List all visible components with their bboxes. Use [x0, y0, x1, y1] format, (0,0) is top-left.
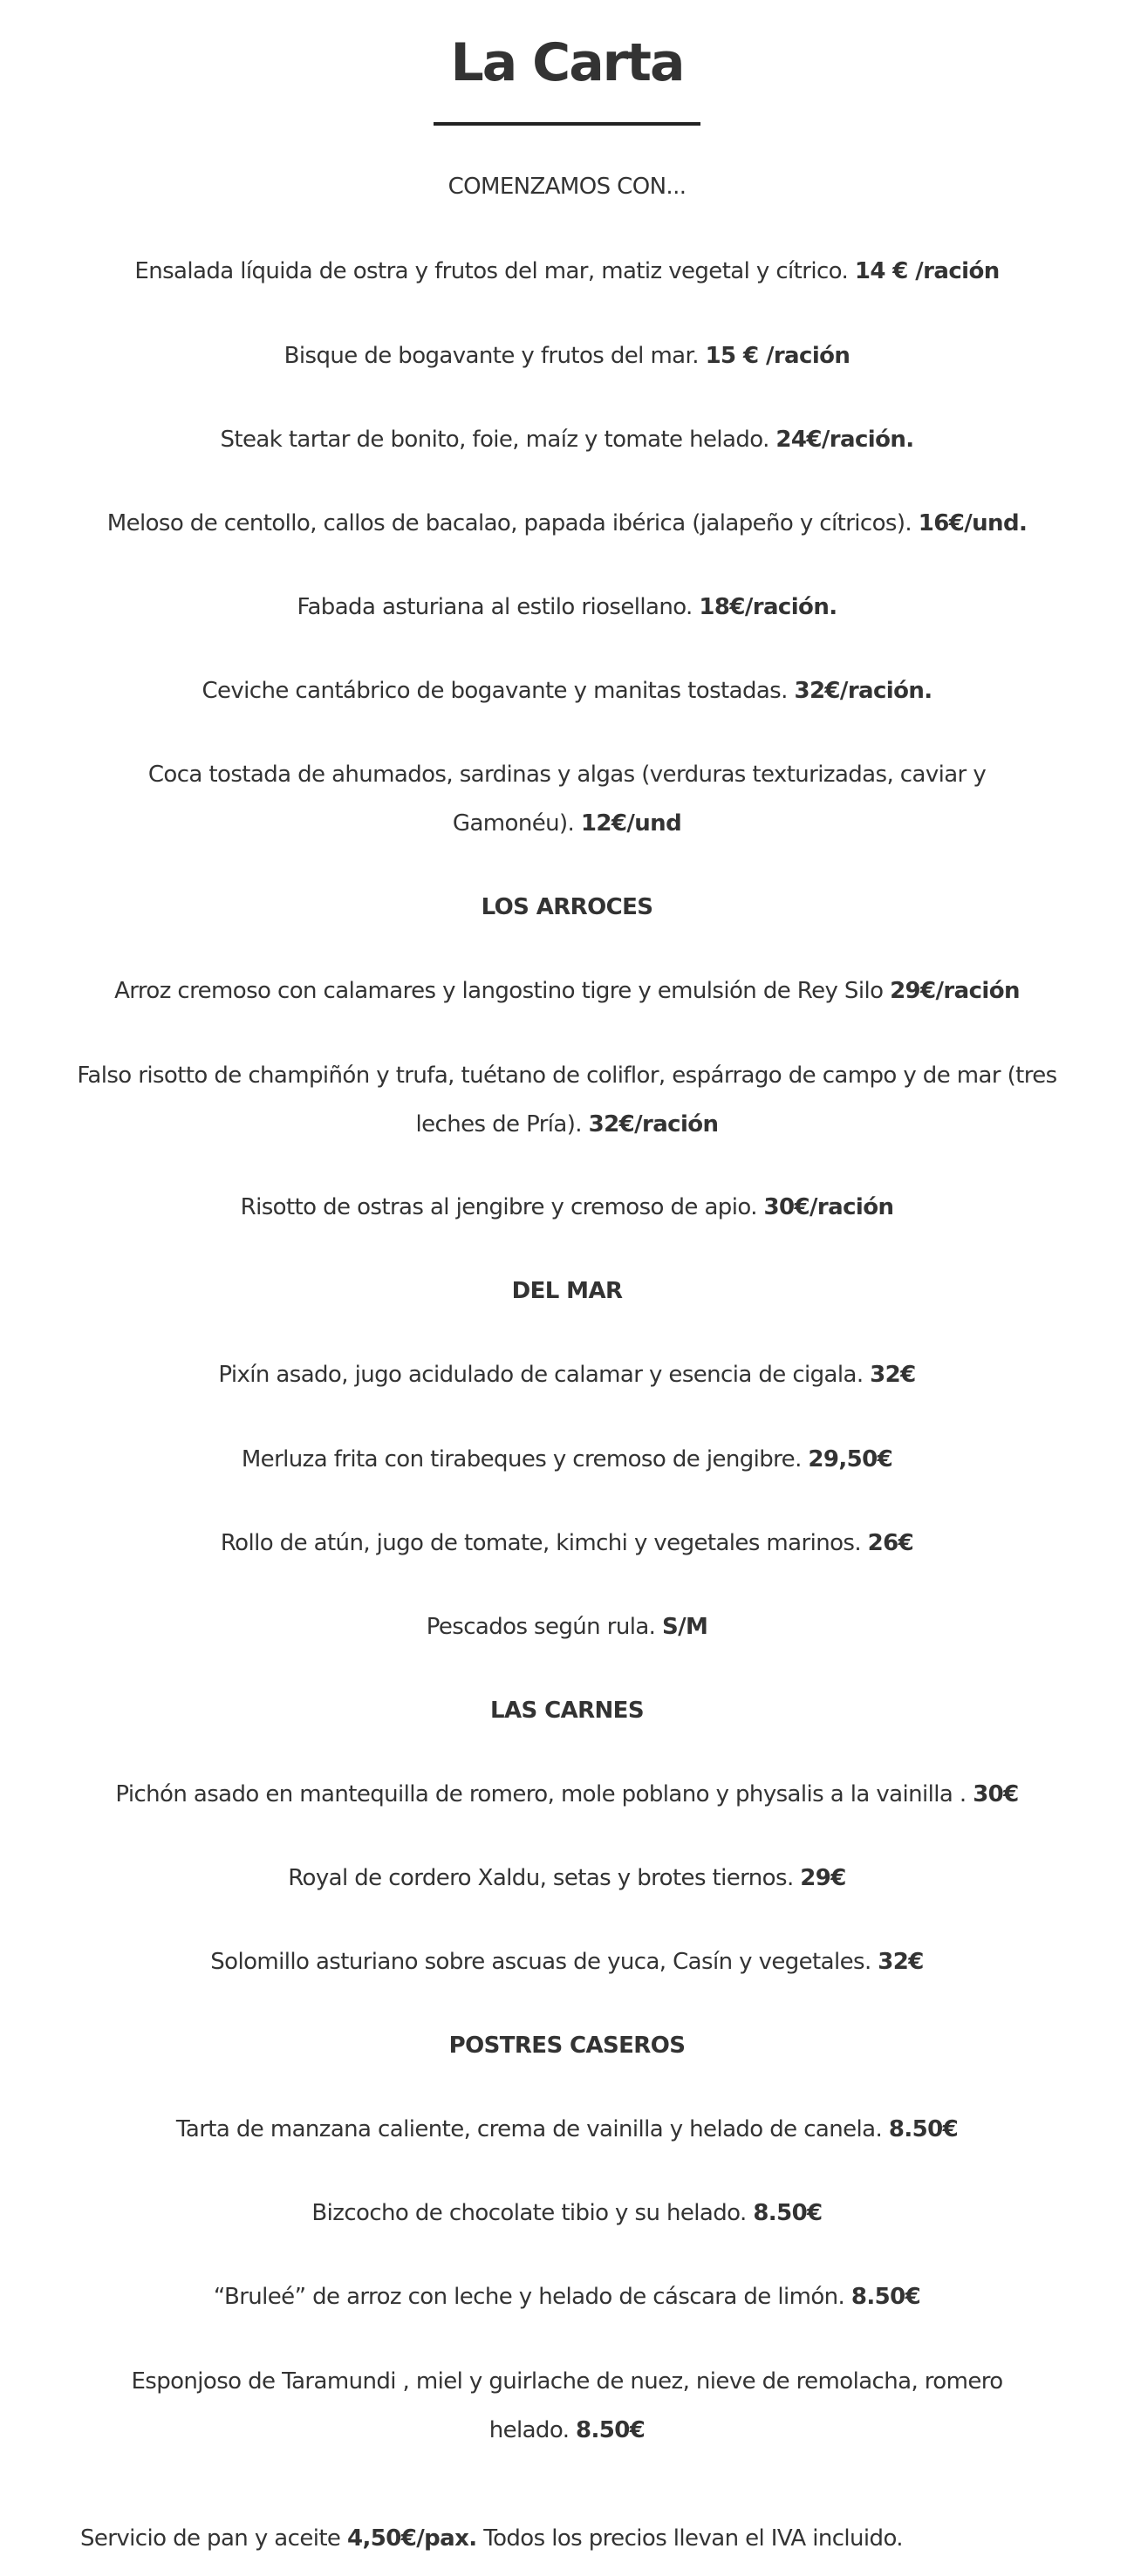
- dish-price: 30€: [973, 1781, 1019, 1807]
- dish-description: Solomillo asturiano sobre ascuas de yuca, Casín y vegetales.: [210, 1949, 878, 1975]
- section-heading-mar: DEL MAR: [511, 1278, 623, 1304]
- dish-price: 8.50€: [888, 2116, 959, 2142]
- dish-price: 29€/ración: [890, 978, 1020, 1004]
- dish-description: Coca tostada de ahumados, sardinas y algas (verduras texturizadas, caviar y: [147, 762, 987, 788]
- dish-description: leches de Pría).: [415, 1111, 589, 1138]
- dish-item: [0, 666, 1134, 715]
- dish-description: Royal de cordero Xaldu, setas y brotes tiernos.: [288, 1865, 801, 1891]
- dish-item: [0, 1937, 1134, 1986]
- dish-item-line-1: [0, 750, 1134, 799]
- dish-price: 26€: [867, 1530, 914, 1556]
- dish-item: [0, 583, 1134, 632]
- dish-item: [0, 1183, 1134, 1232]
- dish-price: 32€/ración.: [794, 678, 932, 704]
- footer-price: 4,50€/pax.: [347, 2525, 477, 2552]
- footer-note: [80, 2514, 903, 2563]
- dish-description: Bisque de bogavante y frutos del mar.: [284, 343, 706, 369]
- dish-item: [0, 415, 1134, 464]
- section-heading-comenzamos: COMENZAMOS CON...: [447, 174, 687, 200]
- dish-price: 14 € /ración: [854, 258, 1000, 284]
- dish-description: Ceviche cantábrico de bogavante y manitas tostadas.: [202, 678, 795, 704]
- dish-description: Tarta de manzana caliente, crema de vainilla y helado de canela.: [175, 2116, 889, 2142]
- dish-item: [0, 247, 1134, 296]
- dish-item: [0, 1770, 1134, 1819]
- dish-description: Arroz cremoso con calamares y langostino tigre y emulsión de Rey Silo: [114, 978, 891, 1004]
- dish-item: [0, 967, 1134, 1015]
- dish-description: Steak tartar de bonito, foie, maíz y tomate helado.: [220, 427, 776, 453]
- dish-item: [0, 2189, 1134, 2238]
- dish-item-line-1: [0, 2357, 1134, 2406]
- dish-description: helado.: [488, 2417, 577, 2443]
- dish-price: 16€/und.: [918, 510, 1028, 536]
- dish-item-line-2: [0, 1100, 1134, 1149]
- footer-text: Servicio de pan y aceite: [80, 2525, 347, 2552]
- dish-price: 32€: [878, 1949, 924, 1975]
- dish-description: Falso risotto de champiñón y trufa, tuétano de coliflor, espárrago de campo y de mar (tres: [77, 1063, 1057, 1089]
- section-heading-arroces: LOS ARROCES: [481, 894, 653, 920]
- dish-description: Esponjoso de Taramundi , miel y guirlache de nuez, nieve de remolacha, romero: [131, 2368, 1003, 2395]
- dish-item-line-1: [0, 1051, 1134, 1100]
- dish-price: S/M: [661, 1614, 708, 1640]
- dish-item: [0, 1519, 1134, 1568]
- dish-description: Ensalada líquida de ostra y frutos del mar, matiz vegetal y cítrico.: [134, 258, 855, 284]
- dish-price: 32€: [870, 1362, 916, 1388]
- dish-item-line-2: [0, 2406, 1134, 2455]
- dish-description: Bizcocho de chocolate tibio y su helado.: [311, 2200, 754, 2226]
- dish-price: 8.50€: [576, 2417, 646, 2443]
- dish-price: 24€/ración.: [775, 427, 914, 453]
- dish-description: “Bruleé” de arroz con leche y helado de cáscara de limón.: [213, 2284, 851, 2310]
- dish-description: Pescados según rula.: [426, 1614, 662, 1640]
- dish-price: 8.50€: [753, 2200, 823, 2226]
- footer-text-after: Todos los precios llevan el IVA incluido.: [476, 2525, 903, 2552]
- dish-price: 12€/und: [580, 810, 682, 837]
- dish-description: Gamonéu).: [452, 810, 581, 837]
- dish-item-line-2: [0, 799, 1134, 848]
- dish-description: Pixín asado, jugo acidulado de calamar y esencia de cigala.: [218, 1362, 871, 1388]
- dish-item: [0, 499, 1134, 548]
- title-divider: [434, 122, 700, 126]
- dish-item: [0, 1854, 1134, 1903]
- dish-description: Merluza frita con tirabeques y cremoso de jengibre.: [241, 1446, 809, 1472]
- section-heading-carnes: LAS CARNES: [490, 1698, 644, 1724]
- dish-price: 18€/ración.: [699, 594, 837, 620]
- dish-price: 29,50€: [808, 1446, 893, 1472]
- dish-description: Risotto de ostras al jengibre y cremoso de apio.: [240, 1194, 764, 1220]
- dish-price: 32€/ración: [588, 1111, 719, 1138]
- dish-description: Meloso de centollo, callos de bacalao, papada ibérica (jalapeño y cítricos).: [106, 510, 919, 536]
- dish-description: Rollo de atún, jugo de tomate, kimchi y vegetales marinos.: [220, 1530, 868, 1556]
- dish-item: [0, 1602, 1134, 1651]
- section-heading-postres: POSTRES CASEROS: [448, 2033, 686, 2059]
- dish-item: [0, 2105, 1134, 2154]
- dish-description: Pichón asado en mantequilla de romero, mole poblano y physalis a la vainilla .: [115, 1781, 973, 1807]
- dish-price: 29€: [800, 1865, 846, 1891]
- page-title: La Carta: [450, 32, 684, 93]
- dish-item: [0, 2272, 1134, 2321]
- dish-price: 30€/ración: [763, 1194, 894, 1220]
- dish-item: [0, 1435, 1134, 1484]
- dish-item: [0, 1350, 1134, 1399]
- dish-price: 15 € /ración: [705, 343, 850, 369]
- dish-description: Fabada asturiana al estilo riosellano.: [297, 594, 700, 620]
- dish-item: [0, 331, 1134, 380]
- dish-price: 8.50€: [850, 2284, 921, 2310]
